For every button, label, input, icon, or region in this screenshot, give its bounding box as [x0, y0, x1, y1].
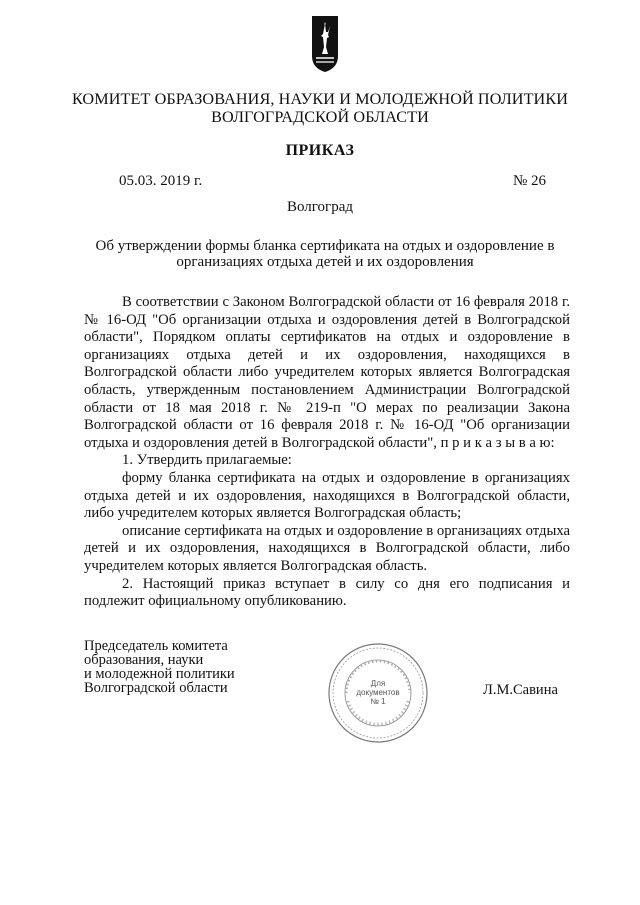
order-date: 05.03. 2019 г.: [119, 173, 203, 189]
body-paragraph: В соответствии с Законом Волгоградской области от 16 февраля 2018 г. № 16-ОД "Об организации отдыха и оздоровления детей в Волгоградской области", Порядком оплаты сертификатов на отдых и оздоровление в организациях отдыха детей и их оздоровления, находящихся в Волгоградской области либо учредителем которых является Волгоградская область, утвержденным постановлением Администрации Волгоградской области от 18 мая 2018 г. № 219-п "О мерах по реализации Закона Волгоградской области от 16 февраля 2018 г. № 16-ОД "Об организации отдыха и оздоровления детей в Волгоградской области", п р и к а з ы в а ю:: [84, 294, 570, 451]
body-paragraph: форму бланка сертификата на отдых и оздоровление в организациях отдыха детей и их оздоровления, находящихся в Волгоградской области, либо учредителем которых является Волгоградская область;: [84, 469, 570, 522]
organization-name: КОМИТЕТ ОБРАЗОВАНИЯ, НАУКИ И МОЛОДЕЖНОЙ ПОЛИТИКИ ВОЛГОГРАДСКОЙ ОБЛАСТИ: [71, 90, 569, 126]
body-paragraph: описание сертификата на отдых и оздоровление в организациях отдыха детей и их оздоровления, находящихся в Волгоградской области, либо учредителем которых является Волгоградская область.: [84, 522, 571, 574]
stamp-label: Для документов № 1: [356, 679, 400, 706]
order-subject: Об утверждении формы бланка сертификата на отдых и оздоровление в организациях отдыха детей и их оздоровления: [95, 238, 555, 270]
signer-name: Л.М.Савина: [483, 682, 558, 698]
order-number: № 26: [512, 173, 546, 189]
order-body: [84, 294, 570, 611]
volgograd-coat-of-arms-icon: [310, 14, 340, 74]
body-paragraph: 2. Настоящий приказ вступает в силу со дня его подписания и подлежит официальному опубликованию.: [84, 575, 570, 610]
signer-position: Председатель комитета образования, науки и молодежной политики Волгоградской области: [84, 638, 235, 696]
order-city: Волгоград: [286, 199, 353, 215]
body-paragraph: 1. Утвердить прилагаемые:: [122, 452, 292, 469]
document-title: ПРИКАЗ: [285, 142, 355, 159]
